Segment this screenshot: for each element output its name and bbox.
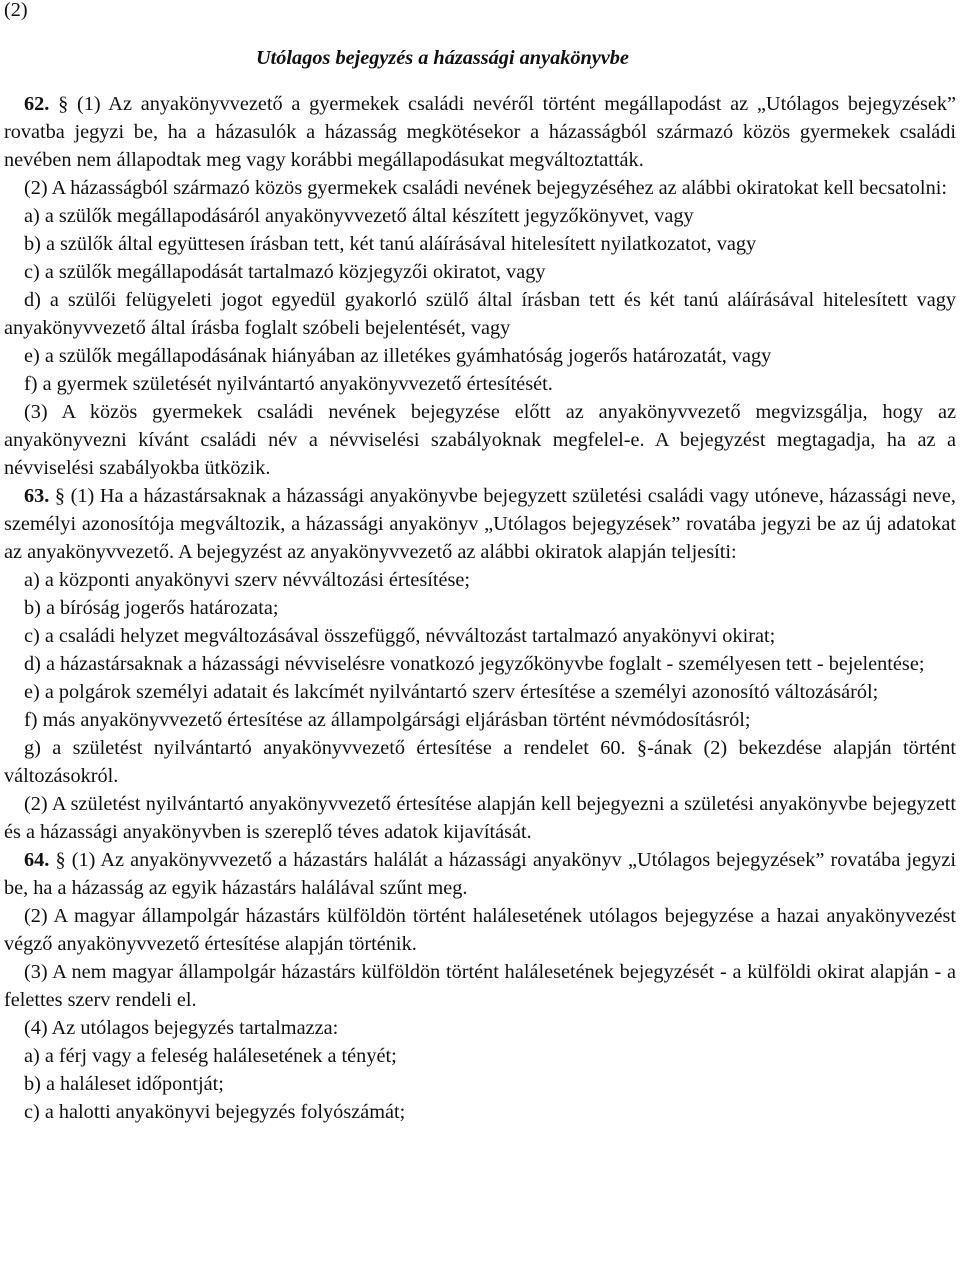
s63-item-a: a) a központi anyakönyvi szerv névváltozási értesítése; (24, 569, 471, 591)
s62-item-c: c) a szülők megállapodását tartalmazó közjegyzői okiratot, vagy (24, 261, 546, 283)
s64-item-a: a) a férj vagy a feleség halálesetének a tényét; (24, 1045, 397, 1067)
s62-p1-text: § (1) Az anyakönyvvezető a gyermekek családi nevéről történt megállapodást az „Utólagos bejegyzések” rovatba jegyzi be, ha a házasulók a házasság megkötésekor a házasságból származó közös gyermekek családi nevében nem állapodtak meg vagy korábbi megállapodásukat megváltoztatták. (4, 93, 957, 171)
s62-paragraph-2: (2) A házasságból származó közös gyermekek családi nevének bejegyzéséhez az alábbi okiratokat kell becsatolni: (24, 177, 947, 199)
s62-item-f: f) a gyermek születését nyilvántartó anyakönyvvezető értesítését. (24, 373, 553, 395)
s62-paragraph-3: (3) A közös gyermekek családi nevének bejegyzése előtt az anyakönyvvezető megvizsgálja, hogy az anyakönyvezni kívánt családi név a névviselési szabályoknak megfelel-e. A bejegyzést megtagadja, ha az a névviselési szabályokba ütközik. (4, 401, 956, 479)
s64-item-b: b) a haláleset időpontját; (24, 1073, 224, 1095)
s63-item-g: g) a születést nyilvántartó anyakönyvvezető értesítése a rendelet 60. §-ának (2) bekezdése alapján történt változásokról. (4, 737, 956, 787)
s64-item-c: c) a halotti anyakönyvi bejegyzés folyószámát; (24, 1101, 406, 1123)
s63-number: 63. (24, 485, 50, 507)
s62-number: 62. (24, 93, 50, 115)
s63-paragraph-1 (4, 482, 956, 566)
s64-number: 64. (24, 849, 50, 871)
s62-item-b: b) a szülők által együttesen írásban tett, két tanú aláírásával hitelesített nyilatkozatot, vagy (24, 233, 757, 255)
s64-paragraph-3: (3) A nem magyar állampolgár házastárs külföldön történt halálesetének bejegyzését - a külföldi okirat alapján - a felettes szerv rendeli el. (4, 961, 956, 1011)
document-page (4, 0, 956, 1126)
s64-paragraph-2: (2) A magyar állampolgár házastárs külföldön történt halálesetének utólagos bejegyzése a hazai anyakönyvezést végző anyakönyvvezető értesítése alapján történik. (4, 905, 956, 955)
s62-item-a: a) a szülők megállapodásáról anyakönyvvezető által készített jegyzőkönyvet, vagy (24, 205, 694, 227)
s63-item-f: f) más anyakönyvvezető értesítése az állampolgársági eljárásban történt névmódosításról; (24, 709, 751, 731)
s64-paragraph-1 (4, 846, 956, 902)
s62-item-e: e) a szülők megállapodásának hiányában az illetékes gyámhatóság jogerős határozatát, vagy (24, 345, 772, 367)
s63-item-b: b) a bíróság jogerős határozata; (24, 597, 279, 619)
s62-item-d: d) a szülői felügyeleti jogot egyedül gyakorló szülő által írásban tett és két tanú aláírásával hitelesített vagy anyakönyvvezető által írásba foglalt szóbeli bejelentését, vagy (4, 289, 956, 339)
s64-p1-text: § (1) Az anyakönyvvezető a házastárs halálát a házassági anyakönyv „Utólagos bejegyzések” rovatába jegyzi be, ha a házasság az egyik házastárs halálával szűnt meg. (4, 849, 956, 899)
s63-item-c: c) a családi helyzet megváltozásával összefüggő, névváltozást tartalmazó anyakönyvi okirat; (24, 625, 776, 647)
s63-p1-text: § (1) Ha a házastársaknak a házassági anyakönyvbe bejegyzett születési családi vagy utóneve, házassági neve, személyi azonosítója megváltozik, a házassági anyakönyv „Utólagos bejegyzések” rovatába jegyzi be az új adatokat az anyakönyvvezető. A bejegyzést az anyakönyvvezető az alábbi okiratok alapján teljesíti: (4, 485, 956, 563)
s63-paragraph-2: (2) A születést nyilvántartó anyakönyvvezető értesítése alapján kell bejegyezni a születési anyakönyvbe bejegyzett és a házassági anyakönyvben is szereplő téves adatok kijavítását. (4, 793, 956, 843)
s63-item-d: d) a házastársaknak a házassági névviselésre vonatkozó jegyzőkönyvbe foglalt - személyesen tett - bejelentése; (24, 653, 925, 675)
page-top-number: (2) (4, 0, 28, 21)
section-title: Utólagos bejegyzés a házassági anyakönyvbe (256, 47, 629, 69)
s62-paragraph-1 (4, 90, 956, 174)
s64-paragraph-4: (4) Az utólagos bejegyzés tartalmazza: (24, 1017, 339, 1039)
s63-item-e: e) a polgárok személyi adatait és lakcímét nyilvántartó szerv értesítése a személyi azonosító változásáról; (24, 681, 879, 703)
